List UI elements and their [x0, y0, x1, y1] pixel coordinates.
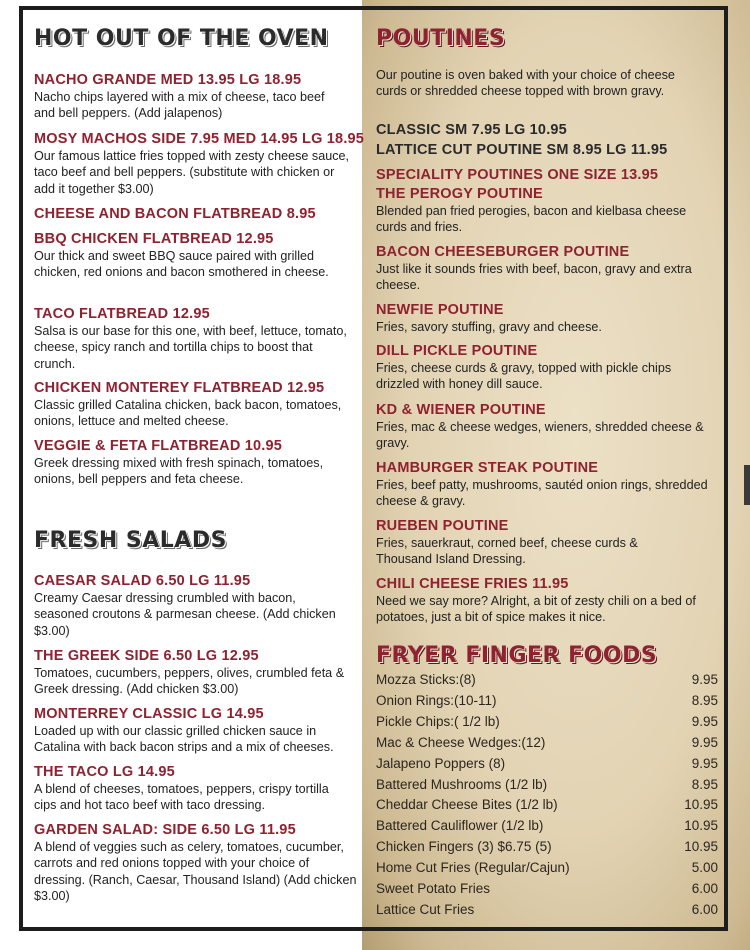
fryer-item-row [376, 900, 718, 920]
fryer-item-name: Jalapeno Poppers (8) [376, 755, 506, 771]
poutine-item-name: NEWFIE POUTINE [376, 302, 504, 318]
fryer-item-price: 8.95 [691, 776, 718, 792]
fryer-item-name: Mozza Sticks:(8) [376, 672, 476, 687]
poutine-item-desc: Blended pan fried perogies, bacon and kielbasa cheese curds and fries. [376, 204, 687, 235]
oven-item-desc: Our famous lattice fries topped with zesty cheese sauce, taco beef and bell peppers. (substitute with chicken or add it together $3.00) [34, 149, 349, 196]
poutine-item-desc: Fries, beef patty, mushrooms, sautéd onion rings, shredded cheese & gravy. [376, 478, 708, 509]
fryer-item-price: 6.00 [691, 881, 718, 896]
oven-item-name: NACHO GRANDE MED 13.95 LG 18.95 [34, 72, 302, 88]
fryer-item-name: Mac & Cheese Wedges:(12) [376, 734, 546, 750]
lattice-poutine-price: LATTICE CUT POUTINE SM 8.95 LG 11.95 [376, 142, 668, 158]
poutine-item-name: THE PEROGY POUTINE [376, 186, 543, 202]
fryer-item-row [376, 670, 718, 690]
fryer-item-row [376, 775, 718, 795]
fryer-item-name: Home Cut Fries (Regular/Cajun) [376, 860, 570, 876]
fryer-item-price: 9.95 [691, 755, 718, 771]
oven-item-name: VEGGIE & FETA FLATBREAD 10.95 [34, 438, 283, 454]
fryer-item-row [376, 858, 718, 878]
poutine-item-name: KD & WIENER POUTINE [376, 402, 546, 418]
salad-item-name: MONTERREY CLASSIC LG 14.95 [34, 706, 264, 722]
oven-item-name: CHICKEN MONTEREY FLATBREAD 12.95 [34, 380, 325, 396]
salad-item-name: CAESAR SALAD 6.50 LG 11.95 [34, 573, 251, 589]
fryer-item-price: 8.95 [691, 692, 718, 708]
fryer-item-price: 10.95 [684, 797, 718, 813]
fryer-item-row [376, 879, 718, 899]
fryer-item-name: Sweet Potato Fries [376, 881, 491, 896]
poutine-item-desc: Fries, mac & cheese wedges, wieners, shredded cheese & gravy. [376, 420, 704, 451]
salad-item-name: THE TACO LG 14.95 [34, 764, 175, 780]
fryer-item-name: Cheddar Cheese Bites (1/2 lb) [376, 797, 558, 813]
fryer-item-row [376, 816, 718, 836]
fryer-item-price: 10.95 [684, 818, 718, 834]
page-edge-marker [744, 465, 750, 505]
poutine-item-desc: Just like it sounds fries with beef, bacon, gravy and extra cheese. [376, 262, 692, 293]
oven-item-name: BBQ CHICKEN FLATBREAD 12.95 [34, 231, 274, 247]
fryer-item-name: Onion Rings:(10-11) [376, 692, 497, 708]
fryer-item-name: Battered Cauliflower (1/2 lb) [376, 818, 544, 834]
fryer-item-price: 5.00 [691, 860, 718, 876]
salad-item-desc: A blend of cheeses, tomatoes, peppers, crispy tortilla cips and hot taco beef with taco dressing. [34, 782, 329, 813]
poutine-item-name: RUEBEN POUTINE [376, 518, 509, 534]
poutine-item-desc: Fries, savory stuffing, gravy and cheese. [376, 320, 602, 334]
salad-item-name: GARDEN SALAD: SIDE 6.50 LG 11.95 [34, 822, 296, 838]
salad-item-desc: Creamy Caesar dressing crumbled with bacon, seasoned croutons & parmesan cheese. (Add chicken $3.00) [34, 591, 336, 638]
fryer-item-row [376, 712, 718, 732]
poutine-item-name: DILL PICKLE POUTINE [376, 343, 538, 359]
salads-section-title: FRESH SALADS [34, 528, 227, 553]
oven-item-name: MOSY MACHOS SIDE 7.95 MED 14.95 LG 18.95 [34, 131, 365, 147]
fryer-item-price: 6.00 [691, 901, 718, 917]
salad-item-desc: A blend of veggies such as celery, tomatoes, cucumber, carrots and red onions topped with your choice of dressing. (Ranch, Caesar, Thousand Island) (Add chicken $3.00) [34, 840, 357, 903]
poutine-item-name: BACON CHEESEBURGER POUTINE [376, 244, 630, 260]
poutine-item-desc: Fries, sauerkraut, corned beef, cheese curds & Thousand Island Dressing. [376, 536, 638, 567]
oven-item-desc: Salsa is our base for this one, with beef, lettuce, tomato, cheese, spicy ranch and tortilla chips to boost that crunch. [34, 324, 347, 371]
fryer-item-row [376, 691, 718, 711]
oven-item-desc: Nacho chips layered with a mix of cheese, taco beef and bell peppers. (Add jalapenos) [34, 90, 325, 121]
fryer-item-price: 9.95 [691, 713, 718, 729]
fryer-item-name: Chicken Fingers (3) $6.75 (5) [376, 839, 552, 855]
salad-item-desc: Tomatoes, cucumbers, peppers, olives, crumbled feta & Greek dressing. (Add chicken $3.00) [34, 666, 345, 697]
fryer-item-row [376, 754, 718, 774]
oven-item-name: CHEESE AND BACON FLATBREAD 8.95 [34, 206, 316, 222]
salad-item-desc: Loaded up with our classic grilled chicken sauce in Catalina with back bacon strips and a mix of cheeses. [34, 724, 334, 755]
oven-item-desc: Our thick and sweet BBQ sauce paired with grilled chicken, red onions and bacon smothered in cheese. [34, 249, 329, 280]
oven-section-title: HOT OUT OF THE OVEN [34, 26, 329, 51]
fryer-item-price: 9.95 [691, 734, 718, 750]
fryer-item-name: Battered Mushrooms (1/2 lb) [376, 776, 548, 792]
fryer-item-row [376, 837, 718, 857]
speciality-poutine-price: SPECIALITY POUTINES ONE SIZE 13.95 [376, 167, 659, 183]
poutines-section-title: POUTINES [376, 26, 506, 51]
fryer-item-price: 10.95 [684, 839, 718, 855]
fryer-item-price: 9.95 [691, 672, 718, 687]
classic-poutine-price: CLASSIC SM 7.95 LG 10.95 [376, 122, 567, 138]
poutine-item-name: HAMBURGER STEAK POUTINE [376, 460, 599, 476]
poutine-item-desc: Fries, cheese curds & gravy, topped with pickle chips drizzled with honey dill sauce. [376, 361, 672, 392]
fryer-item-row [376, 795, 718, 815]
poutine-item-desc: Need we say more? Alright, a bit of zesty chili on a bed of potatoes, just a bit of spice makes it nice. [376, 594, 696, 625]
oven-item-desc: Classic grilled Catalina chicken, back bacon, tomatoes, onions, lettuce and melted cheese. [34, 398, 342, 429]
fryer-item-name: Lattice Cut Fries [376, 901, 475, 917]
salad-item-name: THE GREEK SIDE 6.50 LG 12.95 [34, 648, 259, 664]
poutines-intro: Our poutine is oven baked with your choice of cheese curds or shredded cheese topped with brown gravy. [376, 68, 675, 99]
fryer-item-name: Pickle Chips:( 1/2 lb) [376, 713, 500, 729]
poutine-item-name: CHILI CHEESE FRIES 11.95 [376, 576, 569, 592]
fryer-item-row [376, 733, 718, 753]
oven-item-name: TACO FLATBREAD 12.95 [34, 306, 210, 322]
oven-item-desc: Greek dressing mixed with fresh spinach, tomatoes, onions, bell peppers and feta cheese. [34, 456, 324, 487]
fryer-section-title: FRYER FINGER FOODS [376, 643, 658, 668]
